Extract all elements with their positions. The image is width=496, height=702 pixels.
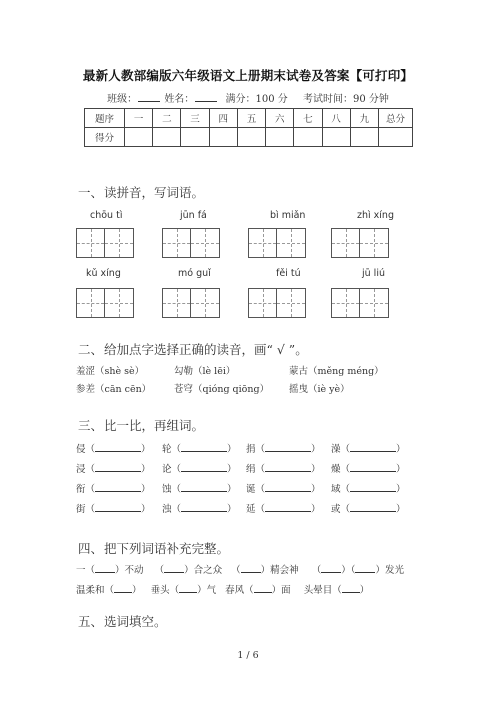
word-blank[interactable]	[95, 443, 141, 452]
idiom-blank[interactable]	[179, 584, 197, 593]
paren-open: （	[340, 464, 351, 475]
idiom-text: ）气	[197, 585, 217, 596]
score-input-cell[interactable]	[181, 128, 209, 147]
paren-close: ）	[141, 504, 151, 515]
idiom-blank[interactable]	[95, 564, 115, 573]
word-blank[interactable]	[265, 443, 311, 452]
word-blank[interactable]	[265, 483, 311, 492]
paren-open: （	[255, 464, 266, 475]
score-input-cell[interactable]	[125, 128, 153, 147]
paren-close: ）	[311, 504, 321, 515]
score-cell: 五	[237, 109, 265, 128]
score-input-cell[interactable]	[153, 128, 181, 147]
word-blank[interactable]	[265, 503, 311, 512]
compare-char: 诞	[246, 484, 256, 495]
score-input-cell[interactable]	[266, 128, 294, 147]
q2-item[interactable]: 参差（cān cēn）	[76, 384, 152, 395]
idiom-text: 温柔和（	[76, 585, 115, 596]
pinyin-label: jūn fá	[180, 210, 207, 221]
score-table-score-row	[85, 128, 413, 147]
score-cell: 三	[181, 109, 209, 128]
compare-word-item	[76, 461, 151, 475]
paren-close: ）	[227, 484, 237, 495]
compare-word-item	[331, 481, 406, 495]
paren-close: ）	[396, 444, 406, 455]
idiom-line-1	[76, 562, 404, 576]
pinyin-label: kǔ xíng	[86, 268, 121, 279]
idiom-text: （	[311, 565, 322, 576]
writing-grid[interactable]	[162, 228, 220, 258]
idiom-blank[interactable]	[342, 584, 360, 593]
word-blank[interactable]	[95, 483, 141, 492]
writing-grid[interactable]	[331, 228, 389, 258]
score-cell: 八	[322, 109, 350, 128]
score-cell: 四	[209, 109, 237, 128]
word-blank[interactable]	[181, 503, 227, 512]
word-blank[interactable]	[350, 463, 396, 472]
compare-word-item	[162, 461, 237, 475]
section-text: 选词填空。	[104, 614, 167, 629]
compare-word-item	[331, 501, 406, 515]
idiom-text: ）合之众	[184, 565, 223, 576]
compare-char: 论	[162, 464, 172, 475]
paren-close: ）	[141, 484, 151, 495]
section-5-heading	[78, 612, 167, 630]
idiom-text: （	[154, 565, 165, 576]
paren-open: （	[340, 504, 351, 515]
section-4-heading	[78, 539, 229, 557]
section-number: 一、	[78, 185, 104, 200]
paren-open: （	[171, 444, 182, 455]
paren-close: ）	[141, 464, 151, 475]
writing-grid[interactable]	[248, 228, 306, 258]
paren-open: （	[85, 484, 96, 495]
idiom-blank[interactable]	[254, 584, 272, 593]
compare-word-item	[162, 501, 237, 515]
compare-char: 延	[246, 504, 256, 515]
idiom-blank[interactable]	[164, 564, 184, 573]
compare-char: 捐	[246, 444, 256, 455]
idiom-blank[interactable]	[114, 584, 132, 593]
score-cell: 七	[294, 109, 322, 128]
section-number: 四、	[78, 541, 104, 556]
score-label: 满分：100 分	[225, 94, 288, 105]
word-blank[interactable]	[95, 463, 141, 472]
compare-word-item	[331, 441, 406, 455]
score-cell: 题序	[85, 109, 125, 128]
idiom-blank[interactable]	[241, 564, 261, 573]
compare-char: 绢	[246, 464, 256, 475]
idiom-text: 一（	[76, 565, 96, 576]
word-blank[interactable]	[181, 463, 227, 472]
pinyin-label: fěi tú	[276, 268, 301, 279]
score-input-cell[interactable]	[237, 128, 265, 147]
compare-char: 燥	[331, 464, 341, 475]
idiom-text: ）	[132, 585, 142, 596]
word-blank[interactable]	[350, 443, 396, 452]
section-text: 给加点字选择正确的读音，画“ √ ”。	[104, 342, 308, 357]
q2-item[interactable]: 羞涩（shè sè）	[76, 366, 145, 377]
section-text: 把下列词语补充完整。	[104, 541, 230, 556]
idiom-text: ）（	[341, 565, 356, 576]
pinyin-label: zhì xíng	[357, 210, 394, 221]
idiom-text: ）不动	[115, 565, 144, 576]
paren-open: （	[255, 484, 266, 495]
idiom-text: ）面	[271, 585, 291, 596]
q2-item[interactable]: 勾勒（lè lēi）	[174, 366, 236, 377]
paren-open: （	[171, 484, 182, 495]
name-blank	[195, 92, 217, 102]
score-input-cell[interactable]	[379, 128, 413, 147]
section-text: 读拼音，写词语。	[104, 185, 205, 200]
compare-char: 衔	[76, 484, 86, 495]
pinyin-label: mó guǐ	[178, 268, 211, 279]
word-blank[interactable]	[181, 483, 227, 492]
class-blank	[138, 92, 160, 102]
paren-open: （	[255, 504, 266, 515]
paren-close: ）	[396, 484, 406, 495]
paren-open: （	[171, 464, 182, 475]
paren-close: ）	[227, 504, 237, 515]
compare-char: 侵	[76, 444, 86, 455]
paren-close: ）	[396, 504, 406, 515]
name-label: 姓名：	[164, 94, 195, 105]
compare-word-item	[76, 481, 151, 495]
page-number: 1 / 6	[237, 650, 259, 661]
section-3-heading	[78, 416, 204, 434]
compare-char: 澡	[331, 444, 341, 455]
class-label: 班级：	[107, 94, 138, 105]
idiom-text: 垂头（	[150, 585, 180, 596]
compare-char: 蚀	[162, 484, 172, 495]
pinyin-label: bì miǎn	[270, 210, 306, 221]
paren-open: （	[85, 464, 96, 475]
q2-item[interactable]: 摇曳（iè yè）	[289, 384, 350, 395]
word-blank[interactable]	[95, 503, 141, 512]
idiom-text: ）	[359, 585, 370, 596]
score-table-header-row	[85, 109, 413, 128]
compare-word-item	[162, 481, 237, 495]
section-text: 比一比，再组词。	[104, 418, 205, 433]
paren-open: （	[255, 444, 266, 455]
compare-char: 轮	[162, 444, 172, 455]
paren-close: ）	[311, 484, 321, 495]
score-input-cell[interactable]	[294, 128, 322, 147]
compare-word-item	[246, 481, 321, 495]
word-blank[interactable]	[265, 463, 311, 472]
paren-close: ）	[311, 464, 321, 475]
compare-word-item	[246, 441, 321, 455]
idiom-text: 头晕目（	[303, 585, 342, 596]
word-blank[interactable]	[350, 503, 396, 512]
writing-grid[interactable]	[331, 288, 389, 318]
score-input-cell[interactable]	[322, 128, 350, 147]
pinyin-label: jū liú	[362, 268, 385, 279]
idiom-blank[interactable]	[355, 564, 375, 573]
paren-open: （	[340, 444, 351, 455]
compare-char: 浊	[162, 504, 172, 515]
score-cell: 总分	[379, 109, 413, 128]
time-label: 考试时间：90 分钟	[302, 94, 389, 105]
score-cell: 二	[153, 109, 181, 128]
idiom-text: 春风（	[225, 585, 254, 596]
compare-word-item	[76, 441, 151, 455]
score-table	[84, 108, 413, 147]
idiom-text: （	[231, 565, 241, 576]
compare-char: 或	[331, 504, 341, 515]
compare-word-item	[246, 501, 321, 515]
compare-char: 街	[76, 504, 86, 515]
paren-open: （	[85, 504, 96, 515]
idiom-text: ）发光	[375, 565, 404, 576]
score-input-cell[interactable]	[350, 128, 378, 147]
paren-close: ）	[227, 464, 237, 475]
compare-word-item	[246, 461, 321, 475]
paren-close: ）	[227, 444, 237, 455]
score-input-cell[interactable]	[209, 128, 237, 147]
pinyin-label: chōu tì	[90, 210, 123, 221]
paren-open: （	[171, 504, 182, 515]
compare-word-item	[76, 501, 151, 515]
word-blank[interactable]	[350, 483, 396, 492]
paren-open: （	[340, 484, 351, 495]
paren-open: （	[85, 444, 96, 455]
compare-char: 域	[331, 484, 341, 495]
writing-grid[interactable]	[162, 288, 220, 318]
q2-item[interactable]: 苍穹（qióng qiōng）	[174, 384, 270, 395]
compare-char: 浸	[76, 464, 86, 475]
writing-grid[interactable]	[76, 228, 134, 258]
score-cell: 一	[125, 109, 153, 128]
score-cell: 六	[266, 109, 294, 128]
section-number: 五、	[78, 614, 104, 629]
idiom-text: ）精会神	[260, 565, 299, 576]
exam-title: 最新人教部编版六年级语文上册期末试卷及答案【可打印】	[82, 68, 414, 83]
writing-grid[interactable]	[248, 288, 306, 318]
section-1-heading	[78, 183, 204, 201]
paren-close: ）	[311, 444, 321, 455]
idiom-blank[interactable]	[321, 564, 341, 573]
compare-word-item	[331, 461, 406, 475]
section-number: 三、	[78, 418, 104, 433]
paren-close: ）	[141, 444, 151, 455]
q2-item[interactable]: 蒙古（měng méng）	[289, 366, 384, 377]
paren-close: ）	[396, 464, 406, 475]
score-cell: 得分	[85, 128, 125, 147]
compare-word-item	[162, 441, 237, 455]
section-number: 二、	[78, 342, 104, 357]
writing-grid[interactable]	[76, 288, 134, 318]
score-cell: 九	[350, 109, 378, 128]
exam-info	[0, 90, 496, 105]
idiom-line-2	[76, 582, 369, 596]
section-2-heading	[78, 340, 308, 358]
word-blank[interactable]	[181, 443, 227, 452]
